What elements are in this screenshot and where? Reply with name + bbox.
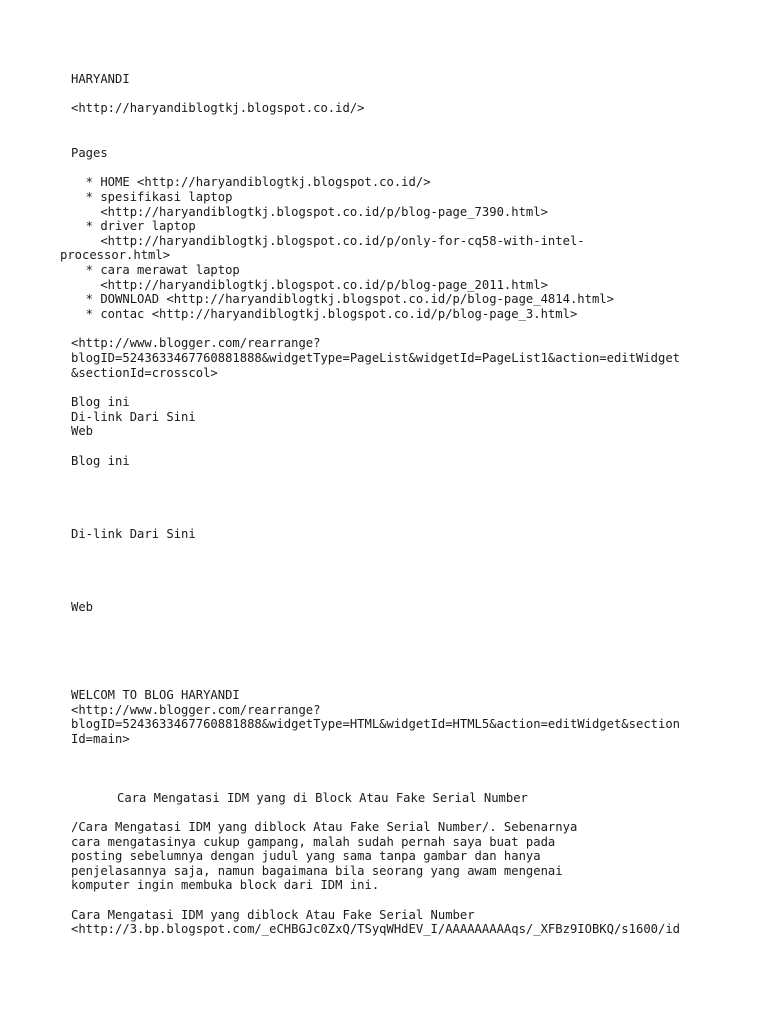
post-image-link[interactable]: <http://3.bp.blogspot.com/_eCHBGJc0ZxQ/TSyqWHdEV_I/AAAAAAAAAqs/_XFBz9IOBKQ/s1600/id bbox=[71, 922, 681, 936]
search-tab-blog[interactable]: Blog ini bbox=[71, 454, 130, 468]
page-link-download[interactable]: * DOWNLOAD <http://haryandiblogtkj.blogspot.co.id/p/blog-page_4814.html> bbox=[71, 292, 614, 306]
post-body-line-1: /Cara Mengatasi IDM yang diblock Atau Fake Serial Number/. Sebenarnya bbox=[71, 820, 578, 834]
search-tab-web[interactable]: Web bbox=[71, 600, 94, 614]
pagelist-edit-link-2[interactable]: blogID=5243633467760881888&widgetType=PageList&widgetId=PageList1&action=editWidget bbox=[71, 351, 681, 365]
post-body-line-5: komputer ingin membuka block dari IDM ini. bbox=[71, 878, 380, 892]
post-body-line-2: cara mengatasinya cukup gampang, malah sudah pernah saya buat pada bbox=[71, 835, 556, 849]
page-link-contac[interactable]: * contac <http://haryandiblogtkj.blogspot.co.id/p/blog-page_3.html> bbox=[71, 307, 578, 321]
site-name: HARYANDI bbox=[71, 72, 130, 86]
post-body-line-3: posting sebelumnya dengan judul yang sama tanpa gambar dan hanya bbox=[71, 849, 541, 863]
welcome-edit-link-1[interactable]: <http://www.blogger.com/rearrange? bbox=[71, 703, 321, 717]
post-title[interactable]: Cara Mengatasi IDM yang di Block Atau Fake Serial Number bbox=[117, 791, 528, 805]
welcome-edit-link-3[interactable]: Id=main> bbox=[71, 732, 130, 746]
pagelist-edit-link-3[interactable]: &sectionId=crosscol> bbox=[71, 366, 218, 380]
search-option-linked[interactable]: Di-link Dari Sini bbox=[71, 410, 196, 424]
search-option-blog[interactable]: Blog ini bbox=[71, 395, 130, 409]
site-url-link[interactable]: <http://haryandiblogtkj.blogspot.co.id/> bbox=[71, 101, 365, 115]
page-link-driver-url[interactable]: <http://haryandiblogtkj.blogspot.co.id/p/only-for-cq58-with-intel- bbox=[71, 234, 585, 248]
page-link-spesifikasi-label[interactable]: * spesifikasi laptop bbox=[71, 190, 233, 204]
page-link-spesifikasi-url[interactable]: <http://haryandiblogtkj.blogspot.co.id/p/blog-page_7390.html> bbox=[71, 205, 548, 219]
page-link-driver-label[interactable]: * driver laptop bbox=[71, 219, 196, 233]
page-link-driver-url-cont[interactable]: processor.html> bbox=[60, 248, 171, 262]
page-link-merawat-label[interactable]: * cara merawat laptop bbox=[71, 263, 240, 277]
pagelist-edit-link-1[interactable]: <http://www.blogger.com/rearrange? bbox=[71, 336, 321, 350]
welcome-title: WELCOM TO BLOG HARYANDI bbox=[71, 688, 240, 702]
welcome-edit-link-2[interactable]: blogID=5243633467760881888&widgetType=HTML&widgetId=HTML5&action=editWidget&section bbox=[71, 717, 681, 731]
search-option-web[interactable]: Web bbox=[71, 424, 94, 438]
pages-heading: Pages bbox=[71, 146, 108, 160]
page-link-home[interactable]: * HOME <http://haryandiblogtkj.blogspot.co.id/> bbox=[71, 175, 431, 189]
post-body-line-4: penjelasannya saja, namun bagaimana bila seorang yang awam mengenai bbox=[71, 864, 563, 878]
post-image-caption: Cara Mengatasi IDM yang diblock Atau Fake Serial Number bbox=[71, 908, 475, 922]
search-tab-linked[interactable]: Di-link Dari Sini bbox=[71, 527, 196, 541]
page-link-merawat-url[interactable]: <http://haryandiblogtkj.blogspot.co.id/p/blog-page_2011.html> bbox=[71, 278, 548, 292]
